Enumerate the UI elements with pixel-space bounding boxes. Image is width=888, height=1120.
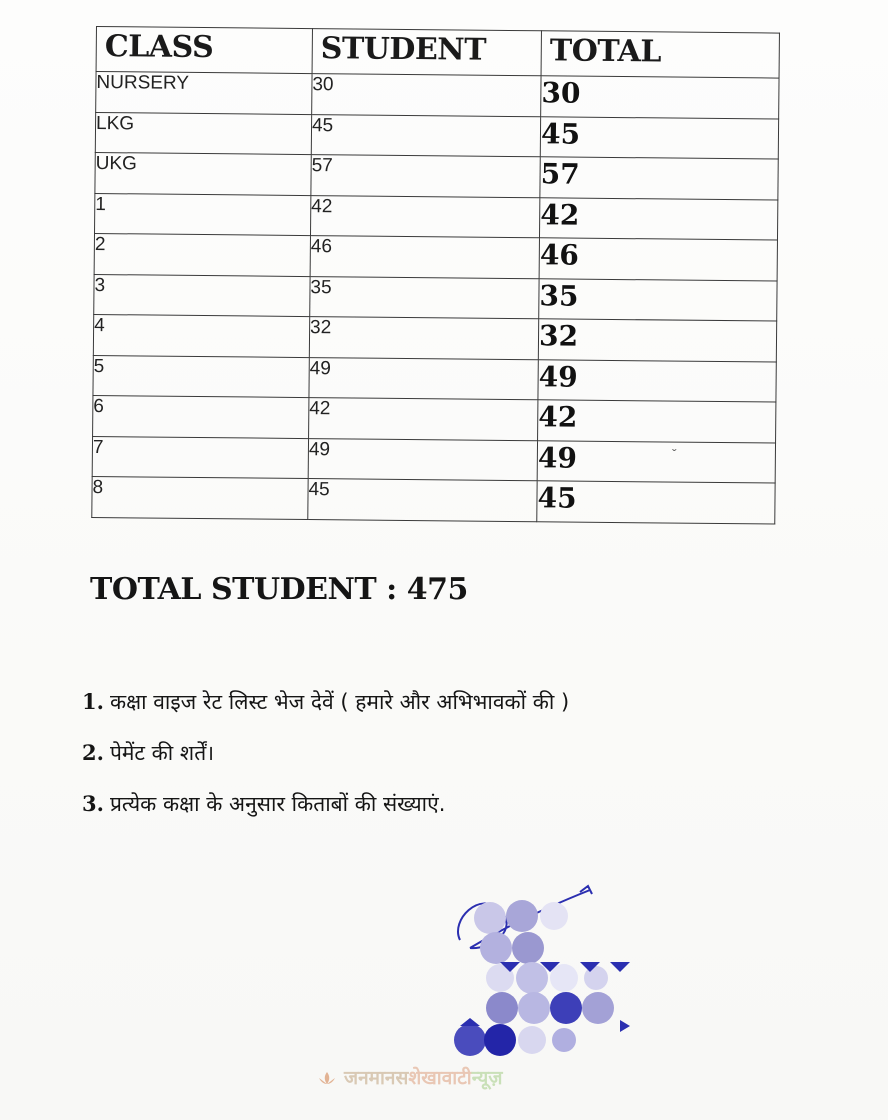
total-cell: 32 (538, 319, 776, 362)
note-text: प्रत्येक कक्षा के अनुसार किताबों की संख्याएं. (109, 792, 446, 816)
table-header-row (96, 27, 779, 79)
news-watermark (316, 1064, 502, 1090)
redacted-signature-stamp (440, 880, 660, 1060)
lotus-logo-icon (316, 1070, 338, 1088)
total-student-summary: TOTAL STUDENT : 475 (90, 572, 468, 607)
class-cell: NURSERY (96, 72, 312, 115)
class-cell: 5 (93, 355, 309, 398)
total-cell: 30 (541, 76, 779, 119)
total-cell: 42 (540, 197, 778, 240)
student-cell: 42 (309, 398, 539, 441)
total-cell: 45 (540, 116, 778, 159)
list-item (82, 790, 569, 820)
class-cell: 1 (95, 193, 311, 236)
table-row (94, 233, 777, 280)
pixelated-stamp (454, 900, 630, 1056)
header-student: STUDENT (312, 29, 542, 76)
total-cell: 45 (537, 481, 775, 524)
watermark-text-3: न्यूज़ (471, 1067, 503, 1089)
class-cell: 3 (94, 274, 310, 317)
table-row (93, 314, 776, 361)
table-row (93, 395, 776, 442)
class-cell: 2 (94, 233, 310, 276)
watermark-text-2: शेखावाटी (408, 1067, 472, 1089)
student-cell: 45 (311, 114, 541, 157)
list-item (82, 688, 569, 718)
total-cell: 35 (539, 278, 777, 321)
class-cell: 8 (92, 476, 308, 519)
table-row (94, 274, 777, 321)
student-cell: 49 (309, 357, 539, 400)
table-row (95, 152, 778, 199)
total-cell: 46 (539, 238, 777, 281)
header-total: TOTAL (541, 31, 779, 78)
note-text: कक्षा वाइज रेट लिस्ट भेज देवें ( हमारे और अभिभावकों की ) (109, 690, 570, 714)
class-cell: 4 (93, 314, 309, 357)
class-cell: 7 (92, 436, 308, 479)
total-cell: 42 (538, 400, 776, 443)
stray-pen-mark: ˇ (672, 446, 677, 462)
table-row (96, 72, 779, 119)
header-class: CLASS (96, 27, 312, 74)
table-row (95, 193, 778, 240)
student-cell: 57 (311, 155, 541, 198)
class-cell: 6 (93, 395, 309, 438)
total-cell: 49 (538, 359, 776, 402)
note-number: 3. (82, 791, 104, 816)
class-cell: LKG (95, 112, 311, 155)
student-cell: 45 (308, 479, 538, 522)
note-text: पेमेंट की शर्तें। (109, 741, 215, 765)
total-cell: 49 (537, 440, 775, 483)
student-cell: 32 (309, 317, 539, 360)
list-item (82, 739, 569, 769)
student-cell: 49 (308, 438, 538, 481)
notes-list (82, 688, 569, 841)
table-row (93, 355, 776, 402)
student-cell: 30 (312, 74, 542, 117)
student-cell: 46 (310, 236, 540, 279)
table-row (92, 476, 775, 523)
watermark-text-1: जनमानस (344, 1067, 409, 1089)
student-cell: 42 (310, 195, 540, 238)
total-cell: 57 (540, 157, 778, 200)
note-number: 1. (82, 689, 104, 714)
note-number: 2. (82, 740, 104, 765)
student-cell: 35 (310, 276, 540, 319)
table-row (95, 112, 778, 159)
class-cell: UKG (95, 152, 311, 195)
